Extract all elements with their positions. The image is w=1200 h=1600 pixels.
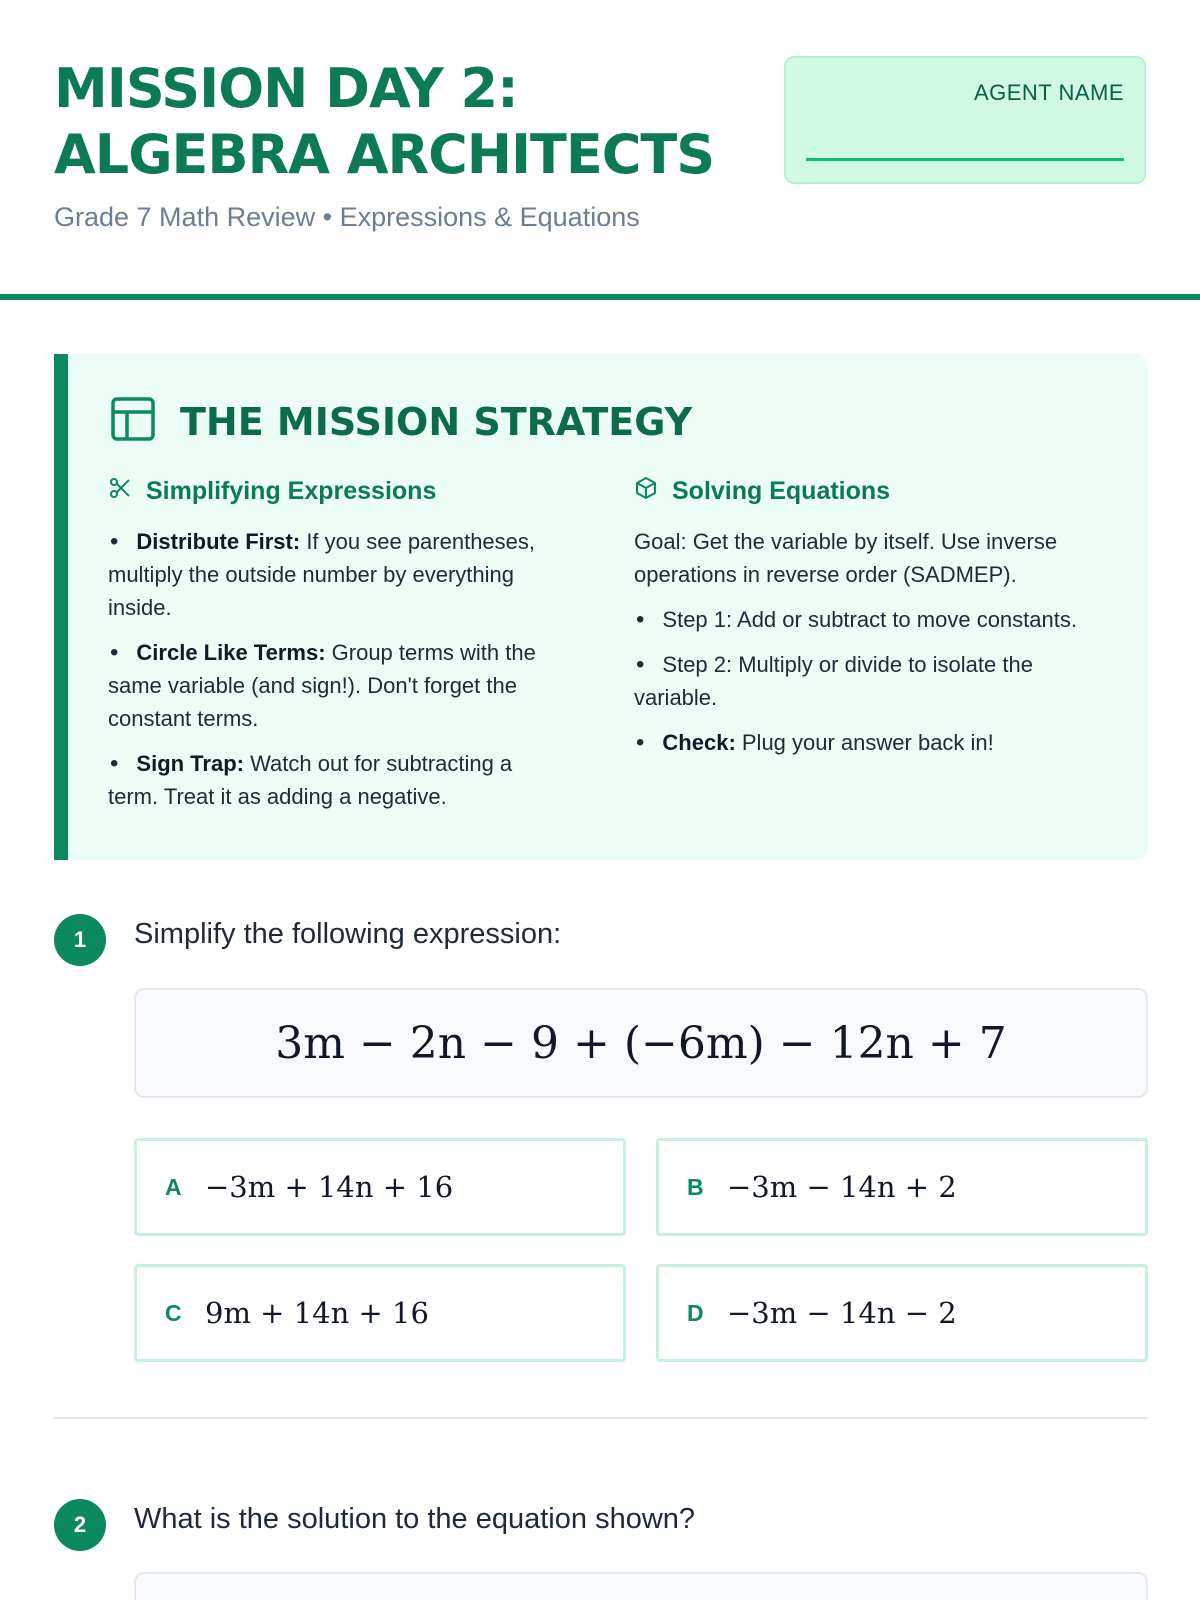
question-prompt: Simplify the following expression: [134, 918, 562, 950]
choice-expression: −3m − 14n − 2 [727, 1296, 957, 1330]
simplifying-heading [108, 476, 568, 507]
choice-letter: D [687, 1299, 704, 1326]
answer-choice-b[interactable] [656, 1138, 1148, 1236]
list-item: • Circle Like Terms: Group terms with the same variable (and sign!). Don't forget the constant terms. [108, 636, 568, 735]
cube-icon [634, 476, 672, 507]
list-item: • Sign Trap: Watch out for subtracting a term. Treat it as adding a negative. [108, 747, 568, 813]
choice-letter: B [687, 1173, 704, 1200]
simplifying-heading-text: Simplifying Expressions [146, 477, 437, 505]
scissors-icon [108, 476, 146, 507]
list-item: • Check: Plug your answer back in! [634, 726, 1094, 759]
worksheet-header [54, 56, 1146, 246]
section-divider [54, 1417, 1148, 1419]
choice-expression: 9m + 14n + 16 [205, 1296, 429, 1330]
answer-choice-c[interactable] [134, 1264, 626, 1362]
simplifying-column [108, 476, 568, 825]
page-subtitle: Grade 7 Math Review • Expressions & Equations [54, 202, 640, 232]
equation-box [134, 1572, 1148, 1600]
expression-text: 3m − 2n − 9 + (−6m) − 12n + 7 [275, 1017, 1007, 1069]
solving-column [634, 476, 1094, 771]
list-item: • Step 1: Add or subtract to move constants. [634, 603, 1094, 636]
expression-box [134, 988, 1148, 1098]
agent-name-write-line[interactable] [806, 158, 1124, 161]
question-number-badge: 2 [54, 1499, 106, 1551]
answer-choice-d[interactable] [656, 1264, 1148, 1362]
page-title-line2: ALGEBRA ARCHITECTS [54, 123, 715, 186]
list-item: • Distribute First: If you see parentheses, multiply the outside number by everything inside. [108, 525, 568, 624]
solving-heading-text: Solving Equations [672, 477, 891, 505]
choice-letter: A [165, 1173, 182, 1200]
header-divider [0, 294, 1200, 300]
strategy-title: THE MISSION STRATEGY [180, 399, 693, 444]
choice-letter: C [165, 1299, 182, 1326]
solving-heading [634, 476, 1094, 507]
question-number-badge: 1 [54, 914, 106, 966]
solving-goal: Goal: Get the variable by itself. Use inverse operations in reverse order (SADMEP). [634, 529, 1058, 587]
choice-expression: −3m + 14n + 16 [205, 1170, 454, 1204]
page-title-line1: MISSION DAY 2: [54, 57, 518, 120]
strategy-heading [110, 396, 692, 447]
strategy-panel [54, 354, 1148, 860]
layout-icon [110, 396, 156, 447]
agent-name-label: AGENT NAME [973, 80, 1124, 105]
list-item: • Step 2: Multiply or divide to isolate the variable. [634, 648, 1094, 714]
question-prompt: What is the solution to the equation shown? [134, 1503, 696, 1535]
choice-expression: −3m − 14n + 2 [727, 1170, 957, 1204]
answer-choice-a[interactable] [134, 1138, 626, 1236]
agent-name-box [784, 56, 1146, 184]
